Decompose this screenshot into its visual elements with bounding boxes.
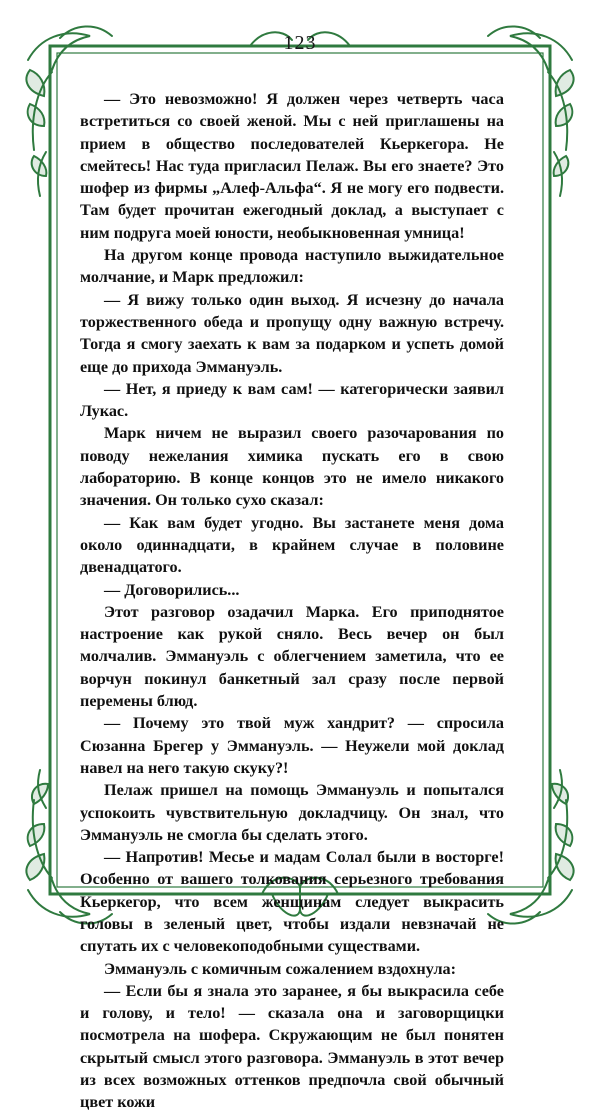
paragraph: — Это невозможно! Я должен через четверть часа встретиться со своей женой. Мы с ней приглашены на прием в общество последователей Кьеркегора. Не смейтесь! Нас туда пригласил Пелаж. Вы его знаете? Это шофер из фирмы „Алеф-Альфа“. Я не могу его подвести. Там будет прочитан ежегодный доклад, а выступает с ним подруга моей юности, необыкновенная умница! [80, 90, 504, 242]
paragraph: — Если бы я знала это заранее, я бы выкрасила себе и голову, и тело! — сказала она и заговорщицки посмотрела на шофера. Скружающим не был понятен скрытый смысл этого разговора. Эммануэль в этот вечер из всех возможных оттенков предпочла свой обычный цвет кожи [80, 981, 504, 1112]
paragraph: — Напротив! Месье и мадам Солал были в восторге! Особенно от вашего толкования серьезного требования Кьеркегор, что всем женщинам следует выкрасить головы в зеленый цвет, чтобы издали невзначай не спутать их с человекоподобными существами. [80, 848, 504, 956]
page-number: 123 [283, 32, 317, 54]
paragraph: Пелаж пришел на помощь Эммануэль и попытался успокоить чувствительную докладчицу. Он знал, что Эммануэль не смогла бы сделать этого. [80, 781, 504, 844]
paragraph: Эммануэль с комичным сожалением вздохнула: [104, 959, 457, 978]
paragraph: — Почему это твой муж хандрит? — спросила Сюзанна Брегер у Эммануэль. — Неужели мой доклад навел на него такую скуку?! [80, 714, 504, 777]
paragraph: Марк ничем не выразил своего разочарования по поводу нежелания химика пускать его в свою лабораторию. В конце концов это не имело никакого значения. Он только сухо сказал: [80, 424, 504, 510]
paragraph: — Как вам будет угодно. Вы застанете меня дома около одиннадцати, в крайнем случае в половине двенадцатого. [80, 513, 504, 577]
paragraph: — Договорились... [104, 580, 240, 599]
body-text [80, 88, 504, 1114]
paragraph: — Нет, я приеду к вам сам! — категорически заявил Лукас. [80, 379, 504, 421]
paragraph: Этот разговор озадачил Марка. Его приподнятое настроение как рукой сняло. Весь вечер он был молчалив. Эммануэль с облегчением заметила, что ее ворчун покинул банкетный зал сразу после первой перемены блюд. [80, 602, 504, 711]
paragraph: — Я вижу только один выход. Я исчезну до начала торжественного обеда и пропущу одну важную встречу. Тогда я смогу заехать к вам за подарком и успеть домой еще до прихода Эммануэль. [80, 290, 504, 376]
paragraph: На другом конце провода наступило выжидательное молчание, и Марк предложил: [80, 246, 504, 287]
